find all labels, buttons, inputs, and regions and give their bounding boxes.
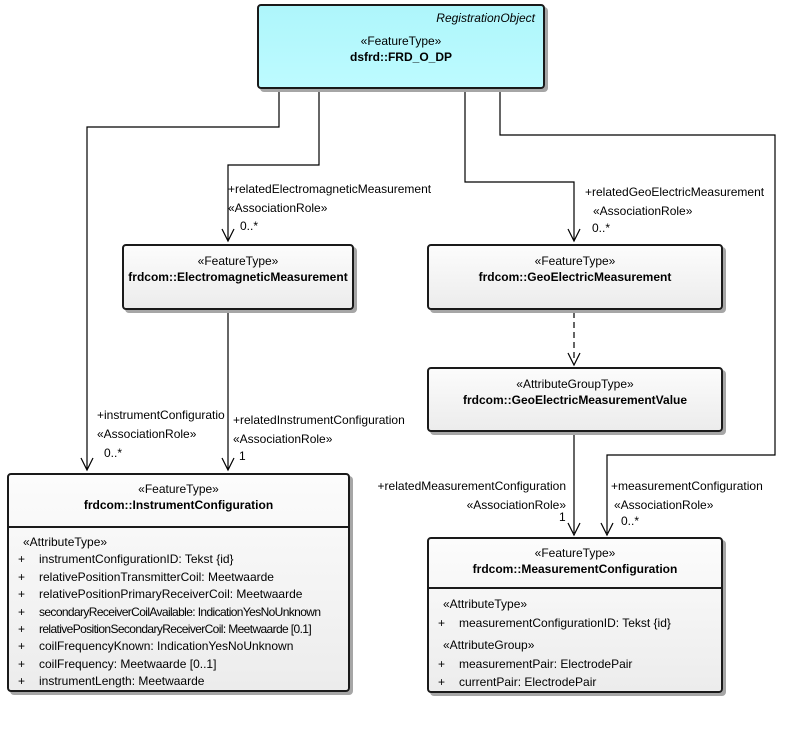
mc-class-name: frdcom::MeasurementConfiguration <box>472 562 678 576</box>
mc-attributes-compartment <box>429 587 721 692</box>
open-arrowhead <box>222 458 234 470</box>
ge-class-name: frdcom::GeoElectricMeasurement <box>478 270 672 284</box>
role-name: +relatedGeoElectricMeasurement <box>585 185 765 199</box>
role-name: +relatedElectromagneticMeasurement <box>228 182 432 196</box>
class-frd-o-dp[interactable] <box>257 4 545 89</box>
visibility-plus: + <box>18 604 26 619</box>
class-geoelectric-measurement[interactable] <box>427 244 723 310</box>
attribute-row: + relativePositionPrimaryReceiverCoil: Meetwaarde <box>9 586 348 603</box>
multiplicity: 0..* <box>621 514 640 528</box>
visibility-plus: + <box>18 569 26 584</box>
open-arrowhead <box>568 229 580 241</box>
role-stereotype: «AssociationRole» <box>593 204 693 218</box>
em-stereotype: «FeatureType» <box>197 254 279 268</box>
attribute-row: + instrumentConfigurationID: Tekst {id} <box>9 551 348 568</box>
role-name: +instrumentConfiguratio <box>97 408 225 422</box>
attribute-row: + measurementPair: ElectrodePair <box>429 655 721 674</box>
association-label-related-instrument <box>233 411 405 449</box>
ic-stereotype: «FeatureType» <box>138 482 219 496</box>
role-stereotype: «AssociationRole» <box>466 498 566 512</box>
open-arrowhead <box>222 229 234 241</box>
role-stereotype: «AssociationRole» <box>97 427 197 441</box>
association-label-related-geoelectric <box>585 183 764 221</box>
attribute-group-header: «AttributeGroup» <box>443 638 535 653</box>
visibility-plus: + <box>438 675 446 690</box>
attribute-row: + coilFrequencyKnown: IndicationYesNoUnknown <box>9 638 348 655</box>
gemv-stereotype: «AttributeGroupType» <box>516 377 634 391</box>
role-name: +measurementConfiguration <box>611 479 763 493</box>
role-stereotype: «AssociationRole» <box>228 201 328 215</box>
visibility-plus: + <box>438 656 446 671</box>
open-arrowhead <box>568 523 580 535</box>
role-stereotype: «AssociationRole» <box>614 498 714 512</box>
open-arrowhead <box>601 523 613 535</box>
visibility-plus: + <box>438 615 446 630</box>
visibility-plus: + <box>18 552 26 567</box>
association-label-related-measurement <box>370 477 566 515</box>
open-arrowhead <box>81 458 93 470</box>
visibility-plus: + <box>18 674 26 689</box>
class-instrument-configuration[interactable] <box>7 473 350 692</box>
multiplicity: 0..* <box>592 221 611 235</box>
visibility-plus: + <box>18 656 26 671</box>
multiplicity: 0..* <box>104 446 123 460</box>
association-label-related-electromagnetic <box>228 180 431 218</box>
attribute-row: + currentPair: ElectrodePair <box>429 673 721 692</box>
ic-attributes-compartment <box>9 526 348 691</box>
registration-object-tag: RegistrationObject <box>436 11 535 25</box>
attribute-row: + relativePositionTransmitterCoil: Meetwaarde <box>9 569 348 586</box>
role-name: +relatedInstrumentConfiguration <box>233 413 405 427</box>
multiplicity: 1 <box>559 510 566 524</box>
association-measurement-configuration-line <box>500 89 775 533</box>
attribute-row: + instrumentLength: Meetwaarde <box>9 673 348 690</box>
class-measurement-configuration[interactable] <box>427 537 723 693</box>
multiplicity: 1 <box>239 449 246 463</box>
gemv-class-name: frdcom::GeoElectricMeasurementValue <box>462 393 688 407</box>
class-geoelectric-measurement-value[interactable] <box>427 367 723 432</box>
role-name: +relatedMeasurementConfiguration <box>377 479 566 493</box>
visibility-plus: + <box>18 639 26 654</box>
open-arrowhead <box>568 353 580 365</box>
attribute-group-header: «AttributeType» <box>443 597 528 611</box>
attribute-row: + relativePositionSecondaryReceiverCoil: Meetwaarde [0.1] <box>9 621 348 638</box>
mc-stereotype: «FeatureType» <box>534 546 616 560</box>
class-electromagnetic-measurement[interactable] <box>122 244 354 310</box>
attribute-row: + measurementConfigurationID: Tekst {id} <box>429 614 721 633</box>
association-related-geoelectric-line <box>465 89 574 240</box>
multiplicity: 0..* <box>240 219 259 233</box>
ge-stereotype: «FeatureType» <box>534 254 616 268</box>
ic-class-name: frdcom::InstrumentConfiguration <box>83 498 274 512</box>
association-label-instrument-configuration <box>97 406 225 444</box>
em-class-name: frdcom::ElectromagneticMeasurement <box>128 270 348 284</box>
attribute-row: + secondaryReceiverCoilAvailable: IndicationYesNoUnknown <box>9 604 348 621</box>
visibility-plus: + <box>18 587 26 602</box>
attribute-row: + coilFrequency: Meetwaarde [0..1] <box>9 656 348 673</box>
frd-stereotype: «FeatureType» <box>360 34 442 48</box>
attribute-group-header: «AttributeType» <box>23 535 108 549</box>
association-label-measurement-configuration <box>611 477 763 515</box>
frd-class-name: dsfrd::FRD_O_DP <box>349 50 452 64</box>
visibility-plus: + <box>18 621 26 636</box>
role-stereotype: «AssociationRole» <box>233 432 333 446</box>
